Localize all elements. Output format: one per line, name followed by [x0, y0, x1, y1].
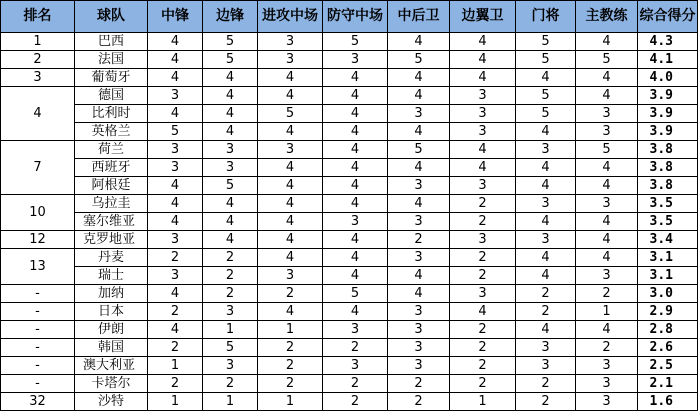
table-row [1, 339, 698, 357]
header-striker: 中锋 [148, 1, 203, 33]
striker-score-cell: 4 [148, 177, 203, 195]
attacking-mid-score-cell: 4 [258, 303, 323, 321]
striker-score-cell: 5 [148, 123, 203, 141]
rank-cell: - [1, 303, 75, 321]
team-name-cell: 英格兰 [75, 123, 148, 141]
overall-score-cell: 3.4 [638, 231, 698, 249]
defensive-mid-score-cell: 2 [323, 393, 388, 411]
goalkeeper-score-cell: 5 [516, 51, 576, 69]
goalkeeper-score-cell: 4 [516, 159, 576, 177]
attacking-mid-score-cell: 3 [258, 141, 323, 159]
overall-score-cell: 4.0 [638, 69, 698, 87]
header-attacking-mid: 进攻中场 [258, 1, 323, 33]
wing-back-score-cell: 2 [450, 249, 516, 267]
striker-score-cell: 3 [148, 141, 203, 159]
attacking-mid-score-cell: 4 [258, 87, 323, 105]
goalkeeper-score-cell: 2 [516, 285, 576, 303]
head-coach-score-cell: 3 [576, 123, 638, 141]
head-coach-score-cell: 5 [576, 141, 638, 159]
wing-back-score-cell: 3 [450, 177, 516, 195]
defensive-mid-score-cell: 4 [323, 177, 388, 195]
centre-back-score-cell: 4 [388, 69, 450, 87]
wing-back-score-cell: 4 [450, 69, 516, 87]
team-name-cell: 德国 [75, 87, 148, 105]
team-name-cell: 比利时 [75, 105, 148, 123]
defensive-mid-score-cell: 4 [323, 141, 388, 159]
striker-score-cell: 4 [148, 285, 203, 303]
winger-score-cell: 3 [203, 303, 258, 321]
team-name-cell: 法国 [75, 51, 148, 69]
striker-score-cell: 4 [148, 105, 203, 123]
head-coach-score-cell: 4 [576, 321, 638, 339]
goalkeeper-score-cell: 3 [516, 231, 576, 249]
team-name-cell: 卡塔尔 [75, 375, 148, 393]
overall-score-cell: 2.1 [638, 375, 698, 393]
defensive-mid-score-cell: 2 [323, 339, 388, 357]
overall-score-cell: 2.5 [638, 357, 698, 375]
defensive-mid-score-cell: 4 [323, 249, 388, 267]
defensive-mid-score-cell: 5 [323, 285, 388, 303]
wing-back-score-cell: 3 [450, 231, 516, 249]
rank-cell: - [1, 339, 75, 357]
header-defensive-mid: 防守中场 [323, 1, 388, 33]
table-row [1, 267, 698, 285]
overall-score-cell: 3.1 [638, 249, 698, 267]
head-coach-score-cell: 2 [576, 285, 638, 303]
overall-score-cell: 3.8 [638, 141, 698, 159]
team-name-cell: 瑞士 [75, 267, 148, 285]
header-row [1, 1, 698, 33]
attacking-mid-score-cell: 2 [258, 375, 323, 393]
overall-score-cell: 3.8 [638, 159, 698, 177]
table-row [1, 303, 698, 321]
centre-back-score-cell: 3 [388, 105, 450, 123]
centre-back-score-cell: 4 [388, 33, 450, 51]
attacking-mid-score-cell: 2 [258, 357, 323, 375]
team-name-cell: 沙特 [75, 393, 148, 411]
goalkeeper-score-cell: 5 [516, 105, 576, 123]
winger-score-cell: 4 [203, 231, 258, 249]
header-rank: 排名 [1, 1, 75, 33]
winger-score-cell: 4 [203, 69, 258, 87]
attacking-mid-score-cell: 1 [258, 321, 323, 339]
goalkeeper-score-cell: 4 [516, 267, 576, 285]
wing-back-score-cell: 2 [450, 357, 516, 375]
header-centre-back: 中后卫 [388, 1, 450, 33]
goalkeeper-score-cell: 4 [516, 249, 576, 267]
wing-back-score-cell: 3 [450, 285, 516, 303]
striker-score-cell: 4 [148, 69, 203, 87]
defensive-mid-score-cell: 5 [323, 33, 388, 51]
wing-back-score-cell: 2 [450, 339, 516, 357]
team-name-cell: 丹麦 [75, 249, 148, 267]
winger-score-cell: 5 [203, 51, 258, 69]
winger-score-cell: 4 [203, 213, 258, 231]
winger-score-cell: 4 [203, 123, 258, 141]
rank-cell: 13 [1, 249, 75, 285]
centre-back-score-cell: 3 [388, 321, 450, 339]
winger-score-cell: 4 [203, 105, 258, 123]
attacking-mid-score-cell: 5 [258, 105, 323, 123]
winger-score-cell: 2 [203, 267, 258, 285]
head-coach-score-cell: 3 [576, 267, 638, 285]
attacking-mid-score-cell: 4 [258, 159, 323, 177]
winger-score-cell: 5 [203, 33, 258, 51]
defensive-mid-score-cell: 3 [323, 51, 388, 69]
head-coach-score-cell: 4 [576, 231, 638, 249]
attacking-mid-score-cell: 3 [258, 51, 323, 69]
goalkeeper-score-cell: 2 [516, 393, 576, 411]
goalkeeper-score-cell: 5 [516, 33, 576, 51]
goalkeeper-score-cell: 3 [516, 141, 576, 159]
rank-cell: - [1, 285, 75, 303]
header-team: 球队 [75, 1, 148, 33]
defensive-mid-score-cell: 3 [323, 357, 388, 375]
winger-score-cell: 4 [203, 195, 258, 213]
attacking-mid-score-cell: 4 [258, 123, 323, 141]
winger-score-cell: 5 [203, 177, 258, 195]
rank-cell: 10 [1, 195, 75, 231]
overall-score-cell: 3.0 [638, 285, 698, 303]
head-coach-score-cell: 3 [576, 357, 638, 375]
overall-score-cell: 4.1 [638, 51, 698, 69]
table-body [1, 33, 698, 411]
rank-cell: 1 [1, 33, 75, 51]
team-name-cell: 加纳 [75, 285, 148, 303]
defensive-mid-score-cell: 4 [323, 231, 388, 249]
defensive-mid-score-cell: 4 [323, 105, 388, 123]
winger-score-cell: 2 [203, 375, 258, 393]
attacking-mid-score-cell: 2 [258, 285, 323, 303]
centre-back-score-cell: 5 [388, 141, 450, 159]
winger-score-cell: 1 [203, 321, 258, 339]
winger-score-cell: 3 [203, 141, 258, 159]
striker-score-cell: 1 [148, 357, 203, 375]
wing-back-score-cell: 4 [450, 159, 516, 177]
striker-score-cell: 4 [148, 51, 203, 69]
goalkeeper-score-cell: 4 [516, 213, 576, 231]
centre-back-score-cell: 3 [388, 339, 450, 357]
head-coach-score-cell: 5 [576, 51, 638, 69]
overall-score-cell: 2.9 [638, 303, 698, 321]
rank-cell: - [1, 321, 75, 339]
head-coach-score-cell: 4 [576, 87, 638, 105]
team-name-cell: 伊朗 [75, 321, 148, 339]
attacking-mid-score-cell: 4 [258, 231, 323, 249]
centre-back-score-cell: 4 [388, 285, 450, 303]
goalkeeper-score-cell: 3 [516, 339, 576, 357]
wing-back-score-cell: 4 [450, 141, 516, 159]
table-row [1, 87, 698, 105]
centre-back-score-cell: 3 [388, 177, 450, 195]
attacking-mid-score-cell: 3 [258, 267, 323, 285]
header-goalkeeper: 门将 [516, 1, 576, 33]
table-row [1, 141, 698, 159]
rank-cell: - [1, 357, 75, 375]
striker-score-cell: 3 [148, 159, 203, 177]
overall-score-cell: 4.3 [638, 33, 698, 51]
attacking-mid-score-cell: 2 [258, 339, 323, 357]
rank-cell: 32 [1, 393, 75, 411]
striker-score-cell: 3 [148, 231, 203, 249]
attacking-mid-score-cell: 4 [258, 213, 323, 231]
striker-score-cell: 4 [148, 33, 203, 51]
centre-back-score-cell: 4 [388, 195, 450, 213]
rank-cell: 3 [1, 69, 75, 87]
wing-back-score-cell: 2 [450, 267, 516, 285]
winger-score-cell: 5 [203, 339, 258, 357]
centre-back-score-cell: 3 [388, 213, 450, 231]
centre-back-score-cell: 3 [388, 249, 450, 267]
striker-score-cell: 1 [148, 393, 203, 411]
head-coach-score-cell: 4 [576, 213, 638, 231]
centre-back-score-cell: 2 [388, 231, 450, 249]
team-name-cell: 澳大利亚 [75, 357, 148, 375]
wing-back-score-cell: 2 [450, 213, 516, 231]
head-coach-score-cell: 3 [576, 393, 638, 411]
team-name-cell: 塞尔维亚 [75, 213, 148, 231]
team-name-cell: 克罗地亚 [75, 231, 148, 249]
striker-score-cell: 4 [148, 321, 203, 339]
goalkeeper-score-cell: 2 [516, 375, 576, 393]
defensive-mid-score-cell: 4 [323, 267, 388, 285]
goalkeeper-score-cell: 3 [516, 195, 576, 213]
head-coach-score-cell: 2 [576, 339, 638, 357]
winger-score-cell: 2 [203, 285, 258, 303]
head-coach-score-cell: 4 [576, 177, 638, 195]
table-row [1, 285, 698, 303]
table-row [1, 357, 698, 375]
rank-cell: 4 [1, 87, 75, 141]
striker-score-cell: 3 [148, 87, 203, 105]
defensive-mid-score-cell: 2 [323, 375, 388, 393]
table-row [1, 51, 698, 69]
table-row [1, 231, 698, 249]
wing-back-score-cell: 2 [450, 321, 516, 339]
striker-score-cell: 3 [148, 267, 203, 285]
attacking-mid-score-cell: 3 [258, 33, 323, 51]
head-coach-score-cell: 3 [576, 195, 638, 213]
head-coach-score-cell: 1 [576, 303, 638, 321]
centre-back-score-cell: 4 [388, 267, 450, 285]
defensive-mid-score-cell: 4 [323, 159, 388, 177]
header-wing-back: 边翼卫 [450, 1, 516, 33]
defensive-mid-score-cell: 3 [323, 213, 388, 231]
wing-back-score-cell: 4 [450, 51, 516, 69]
centre-back-score-cell: 4 [388, 159, 450, 177]
striker-score-cell: 2 [148, 249, 203, 267]
winger-score-cell: 2 [203, 249, 258, 267]
table-row [1, 249, 698, 267]
attacking-mid-score-cell: 1 [258, 393, 323, 411]
overall-score-cell: 3.8 [638, 177, 698, 195]
header-head-coach: 主教练 [576, 1, 638, 33]
team-name-cell: 阿根廷 [75, 177, 148, 195]
wing-back-score-cell: 4 [450, 33, 516, 51]
team-name-cell: 乌拉圭 [75, 195, 148, 213]
centre-back-score-cell: 5 [388, 51, 450, 69]
striker-score-cell: 4 [148, 195, 203, 213]
rank-cell: - [1, 375, 75, 393]
striker-score-cell: 2 [148, 339, 203, 357]
goalkeeper-score-cell: 5 [516, 87, 576, 105]
winger-score-cell: 3 [203, 159, 258, 177]
table-row [1, 195, 698, 213]
defensive-mid-score-cell: 4 [323, 195, 388, 213]
striker-score-cell: 2 [148, 375, 203, 393]
team-name-cell: 日本 [75, 303, 148, 321]
overall-score-cell: 3.9 [638, 87, 698, 105]
wing-back-score-cell: 1 [450, 393, 516, 411]
winger-score-cell: 3 [203, 357, 258, 375]
attacking-mid-score-cell: 4 [258, 195, 323, 213]
wing-back-score-cell: 2 [450, 195, 516, 213]
winger-score-cell: 1 [203, 393, 258, 411]
overall-score-cell: 3.5 [638, 195, 698, 213]
rank-cell: 7 [1, 141, 75, 195]
head-coach-score-cell: 4 [576, 249, 638, 267]
team-name-cell: 巴西 [75, 33, 148, 51]
attacking-mid-score-cell: 4 [258, 249, 323, 267]
defensive-mid-score-cell: 3 [323, 321, 388, 339]
table-row [1, 159, 698, 177]
centre-back-score-cell: 4 [388, 87, 450, 105]
wing-back-score-cell: 4 [450, 303, 516, 321]
overall-score-cell: 3.1 [638, 267, 698, 285]
header-overall-score: 综合得分 [638, 1, 698, 33]
wing-back-score-cell: 3 [450, 105, 516, 123]
rank-cell: 2 [1, 51, 75, 69]
team-name-cell: 荷兰 [75, 141, 148, 159]
centre-back-score-cell: 4 [388, 123, 450, 141]
defensive-mid-score-cell: 4 [323, 123, 388, 141]
centre-back-score-cell: 2 [388, 375, 450, 393]
table-row [1, 213, 698, 231]
centre-back-score-cell: 3 [388, 357, 450, 375]
head-coach-score-cell: 4 [576, 159, 638, 177]
table-row [1, 177, 698, 195]
head-coach-score-cell: 4 [576, 33, 638, 51]
overall-score-cell: 3.9 [638, 105, 698, 123]
wing-back-score-cell: 3 [450, 87, 516, 105]
head-coach-score-cell: 4 [576, 69, 638, 87]
head-coach-score-cell: 3 [576, 105, 638, 123]
table-row [1, 375, 698, 393]
defensive-mid-score-cell: 4 [323, 69, 388, 87]
table-row [1, 393, 698, 411]
team-name-cell: 西班牙 [75, 159, 148, 177]
goalkeeper-score-cell: 4 [516, 123, 576, 141]
rank-cell: 12 [1, 231, 75, 249]
overall-score-cell: 2.6 [638, 339, 698, 357]
table-row [1, 33, 698, 51]
table-row [1, 105, 698, 123]
team-name-cell: 葡萄牙 [75, 69, 148, 87]
centre-back-score-cell: 3 [388, 303, 450, 321]
goalkeeper-score-cell: 4 [516, 321, 576, 339]
overall-score-cell: 1.6 [638, 393, 698, 411]
winger-score-cell: 4 [203, 87, 258, 105]
overall-score-cell: 3.5 [638, 213, 698, 231]
goalkeeper-score-cell: 4 [516, 177, 576, 195]
wing-back-score-cell: 2 [450, 375, 516, 393]
striker-score-cell: 4 [148, 213, 203, 231]
defensive-mid-score-cell: 4 [323, 87, 388, 105]
table-row [1, 321, 698, 339]
head-coach-score-cell: 3 [576, 375, 638, 393]
wing-back-score-cell: 3 [450, 123, 516, 141]
goalkeeper-score-cell: 4 [516, 69, 576, 87]
attacking-mid-score-cell: 4 [258, 177, 323, 195]
goalkeeper-score-cell: 2 [516, 303, 576, 321]
table-row [1, 123, 698, 141]
goalkeeper-score-cell: 3 [516, 357, 576, 375]
team-name-cell: 韩国 [75, 339, 148, 357]
table-row [1, 69, 698, 87]
centre-back-score-cell: 2 [388, 393, 450, 411]
attacking-mid-score-cell: 4 [258, 69, 323, 87]
overall-score-cell: 3.9 [638, 123, 698, 141]
striker-score-cell: 2 [148, 303, 203, 321]
overall-score-cell: 2.8 [638, 321, 698, 339]
header-winger: 边锋 [203, 1, 258, 33]
defensive-mid-score-cell: 4 [323, 303, 388, 321]
